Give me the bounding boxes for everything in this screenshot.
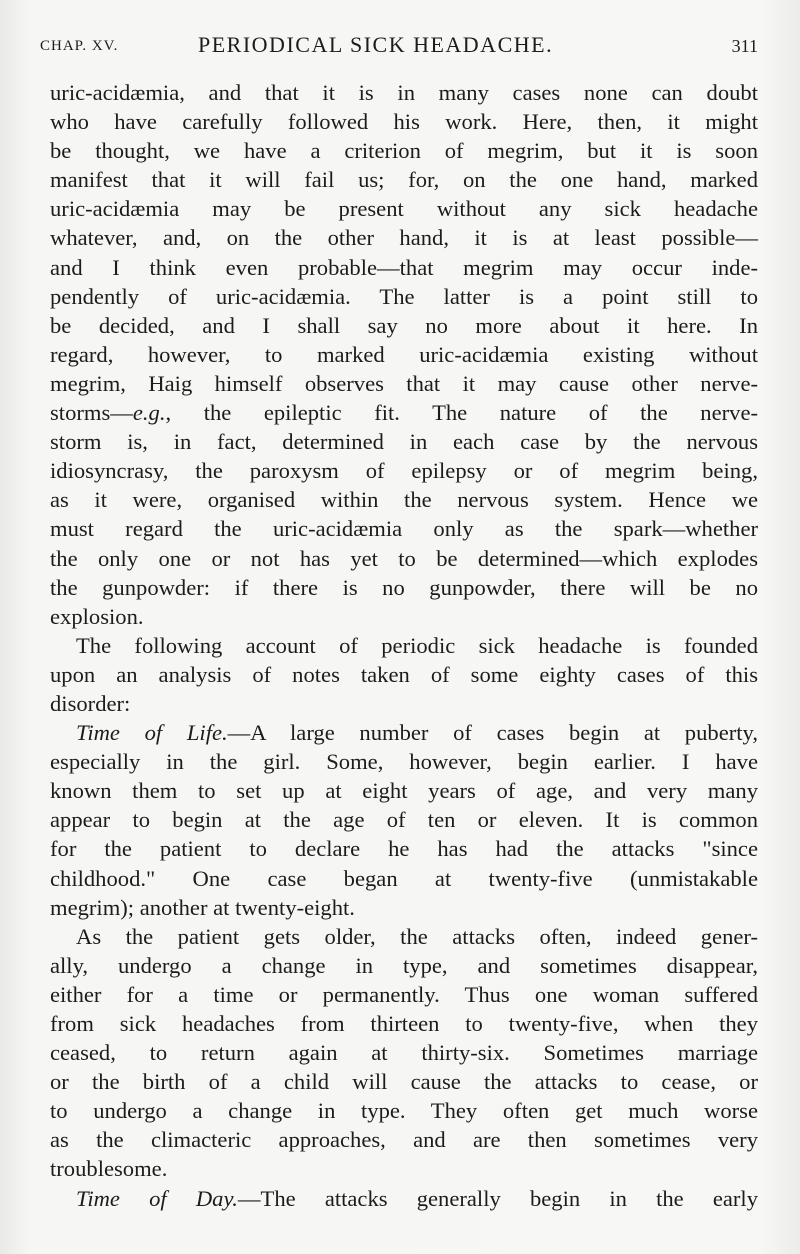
- text-line: as it were, organised within the nervous system. Hence we: [50, 487, 758, 513]
- text-line: from sick headaches from thirteen to twenty-five, when they: [50, 1011, 758, 1036]
- text-line: must regard the uric-acidæmia only as the spark—whether: [50, 516, 758, 542]
- text-line: disorder:: [50, 690, 131, 716]
- text-line: childhood." One case began at twenty-five (unmistakable: [50, 865, 758, 891]
- text-line: idiosyncrasy, the paroxysm of epilepsy or of megrim being,: [50, 458, 758, 484]
- text-line: megrim); another at twenty-eight.: [50, 894, 355, 920]
- text-line: be thought, we have a criterion of megrim, but it is soon: [50, 138, 758, 164]
- text-line: either for a time or permanently. Thus one woman suffered: [50, 981, 758, 1007]
- text-line: ceased, to return again at thirty-six. Sometimes marriage: [50, 1040, 758, 1066]
- text-line: to undergo a change in type. They often get much worse: [50, 1098, 758, 1124]
- text-line: the gunpowder: if there is no gunpowder, there will be no: [50, 574, 758, 600]
- page-title: PERIODICAL SICK HEADACHE.: [198, 32, 554, 57]
- text-line: known them to set up at eight years of age, and very many: [50, 778, 758, 804]
- text-line: and I think even probable—that megrim may occur inde-: [50, 254, 758, 280]
- text-line: especially in the girl. Some, however, begin earlier. I have: [50, 749, 758, 775]
- text-line: storm is, in fact, determined in each case by the nervous: [50, 429, 758, 455]
- text-line: who have carefully followed his work. Here, then, it might: [50, 109, 758, 135]
- text-line: uric-acidæmia may be present without any sick headache: [50, 196, 758, 222]
- italic-phrase: Time of Life.: [76, 720, 228, 746]
- italic-phrase: e.g.: [132, 400, 166, 426]
- text-line: appear to begin at the age of ten or eleven. It is common: [50, 807, 758, 833]
- text-line: As the patient gets older, the attacks often, indeed gener-: [76, 923, 758, 949]
- text-line: regard, however, to marked uric-acidæmia existing without: [50, 341, 758, 367]
- text-line: megrim, Haig himself observes that it may cause other nerve-: [50, 370, 758, 396]
- text-line: troublesome.: [50, 1156, 168, 1182]
- text-line: pendently of uric-acidæmia. The latter is a point still to: [50, 283, 758, 309]
- text-line: the only one or not has yet to be determined—which explodes: [50, 545, 758, 571]
- running-header: [40, 32, 758, 62]
- italic-phrase: Time of Day.: [76, 1185, 238, 1211]
- text-line: manifest that it will fail us; for, on the one hand, marked: [50, 167, 758, 193]
- paragraph-uric-acidaemia: [50, 78, 758, 631]
- text-line: storms—e.g., the epileptic fit. The nature of the nerve-: [50, 400, 758, 426]
- chapter-label: CHAP. XV.: [40, 38, 119, 54]
- text-line: The following account of periodic sick headache is founded: [76, 632, 758, 658]
- paragraph-older-patients: [50, 922, 758, 1184]
- text-line: be decided, and I shall say no more about it here. In: [50, 312, 758, 338]
- text-line: for the patient to declare he has had the attacks "since: [50, 836, 758, 862]
- text-line: whatever, and, on the other hand, it is at least possible—: [50, 225, 758, 251]
- text-line: uric-acidæmia, and that it is in many cases none can doubt: [50, 80, 758, 105]
- text-line: as the climacteric approaches, and are then sometimes very: [50, 1127, 758, 1153]
- paragraph-time-of-day: [50, 1184, 758, 1213]
- page-number: 311: [731, 36, 758, 56]
- text-line: Time of Day.—The attacks generally begin in the early: [76, 1185, 759, 1211]
- text-line: Time of Life.—A large number of cases begin at puberty,: [76, 720, 759, 746]
- text-line: or the birth of a child will cause the attacks to cease, or: [50, 1069, 758, 1095]
- text-line: ally, undergo a change in type, and sometimes disappear,: [50, 952, 758, 978]
- text-line: upon an analysis of notes taken of some eighty cases of this: [50, 661, 758, 687]
- paragraph-account-intro: [50, 631, 758, 718]
- body-text: [50, 78, 758, 1213]
- text-line: explosion.: [50, 603, 144, 629]
- paragraph-time-of-life: [50, 718, 758, 922]
